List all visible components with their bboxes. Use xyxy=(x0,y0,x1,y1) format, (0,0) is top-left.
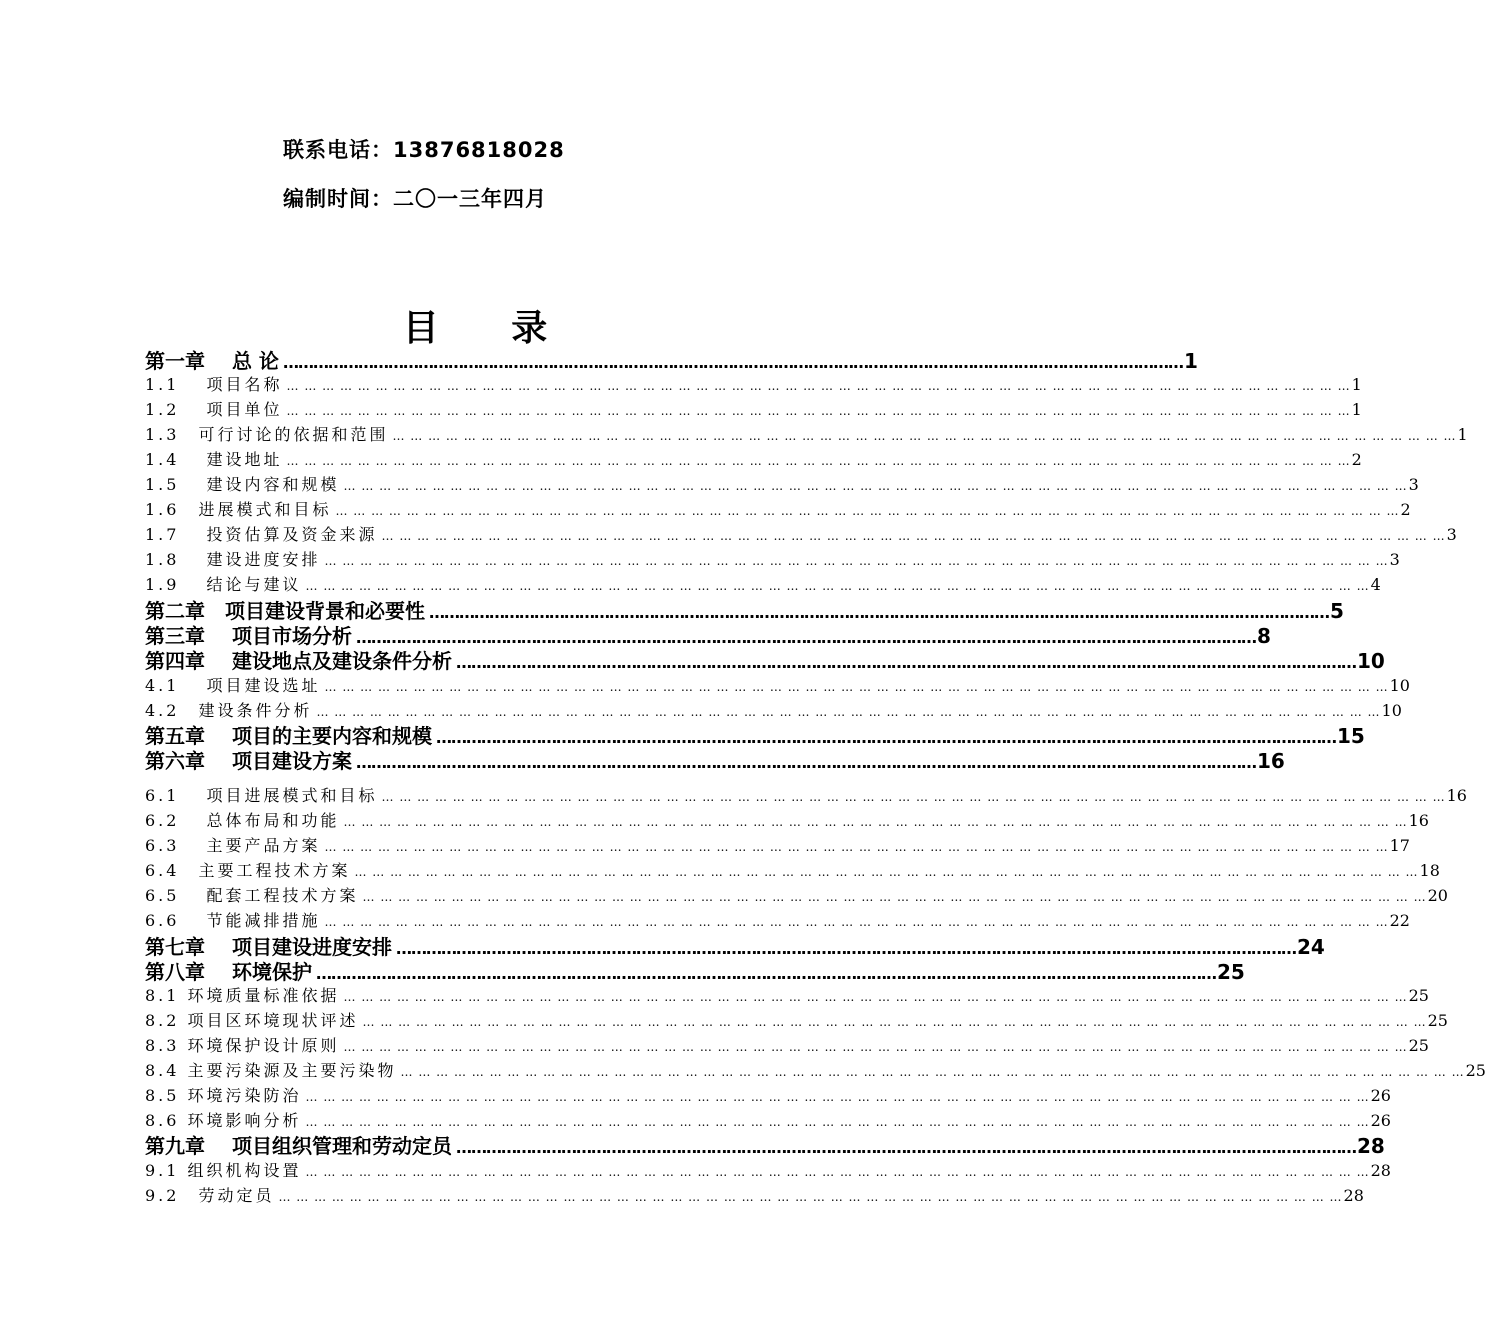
toc-entry-label: 6.2 总体布局和功能 xyxy=(145,811,340,830)
dot-leader: ……………………………………………………………………………………………………………………………………………………………… xyxy=(395,939,1296,958)
toc-chapter-entry[interactable] xyxy=(145,598,1344,624)
toc-page-number: 28 xyxy=(1370,1161,1391,1180)
toc-section-entry[interactable] xyxy=(145,808,1429,833)
toc-page-number: 25 xyxy=(1427,1011,1448,1030)
dot-leader: ……………………………………………………………………………………………………………………………………………………………… xyxy=(435,728,1336,747)
toc-entry-label: 第八章 环境保护 xyxy=(145,960,312,984)
dot-leader: ……………………………………………………………………………………………………………………………………………………………… xyxy=(355,753,1256,772)
toc-section-entry[interactable] xyxy=(145,422,1468,447)
toc-section-entry[interactable] xyxy=(145,983,1429,1008)
toc-page-number: 26 xyxy=(1370,1086,1391,1105)
toc-page-number: 18 xyxy=(1419,861,1440,880)
compile-date: 编制时间：二〇一三年四月 xyxy=(283,187,547,211)
toc-chapter-entry[interactable] xyxy=(145,748,1285,774)
toc-chapter-entry[interactable] xyxy=(145,959,1245,985)
toc-entry-label: 6.5 配套工程技术方案 xyxy=(145,886,359,905)
toc-page-number: 2 xyxy=(1351,450,1362,469)
toc-entry-label: 6.3 主要产品方案 xyxy=(145,836,321,855)
toc-chapter-entry[interactable] xyxy=(145,623,1271,649)
toc-entry-label: 1.5 建设内容和规模 xyxy=(145,475,340,494)
toc-chapter-entry[interactable] xyxy=(145,723,1365,749)
toc-page-number: 10 xyxy=(1381,701,1402,720)
toc-page-number: 1 xyxy=(1351,400,1362,419)
toc-entry-label: 第六章 项目建设方案 xyxy=(145,749,352,773)
toc-section-entry[interactable] xyxy=(145,908,1410,933)
toc-page-number: 5 xyxy=(1330,599,1344,623)
toc-page-number: 3 xyxy=(1389,550,1400,569)
toc-section-entry[interactable] xyxy=(145,547,1400,572)
dot-leader: … … … … … … … … … … … … … … … … … … … … … … … … … … … … … … … … … … … … … … … … … … … … … … … … … … … … … … … … … … … … xyxy=(305,1090,1370,1104)
toc-page-number: 25 xyxy=(1465,1061,1486,1080)
toc-section-entry[interactable] xyxy=(145,572,1381,597)
dot-leader: … … … … … … … … … … … … … … … … … … … … … … … … … … … … … … … … … … … … … … … … … … … … … … … … … … … … … … … … … … … … xyxy=(381,529,1446,543)
toc-entry-label: 6.6 节能减排措施 xyxy=(145,911,321,930)
toc-entry-label: 9.2 劳动定员 xyxy=(145,1186,275,1205)
toc-title: 目 录 xyxy=(402,308,578,349)
dot-leader: … … … … … … … … … … … … … … … … … … … … … … … … … … … … … … … … … … … … … … … … … … … … … … … … … … … … … … … … … … … … xyxy=(343,990,1408,1004)
dot-leader: … … … … … … … … … … … … … … … … … … … … … … … … … … … … … … … … … … … … … … … … … … … … … … … … … … … … … … … … … … … … xyxy=(286,404,1351,418)
toc-page-number: 16 xyxy=(1446,786,1467,805)
toc-page-number: 25 xyxy=(1408,986,1429,1005)
toc-section-entry[interactable] xyxy=(145,1083,1391,1108)
toc-page-number: 16 xyxy=(1256,749,1285,773)
toc-page-number: 25 xyxy=(1408,1036,1429,1055)
toc-entry-label: 1.7 投资估算及资金来源 xyxy=(145,525,378,544)
toc-page-number: 16 xyxy=(1408,811,1429,830)
toc-entry-label: 4.1 项目建设选址 xyxy=(145,676,321,695)
toc-section-entry[interactable] xyxy=(145,858,1440,883)
dot-leader: … … … … … … … … … … … … … … … … … … … … … … … … … … … … … … … … … … … … … … … … … … … … … … … … … … … … … … … … … … … … xyxy=(324,915,1389,929)
dot-leader: ……………………………………………………………………………………………………………………………………………………………… xyxy=(455,1138,1356,1157)
dot-leader: … … … … … … … … … … … … … … … … … … … … … … … … … … … … … … … … … … … … … … … … … … … … … … … … … … … … … … … … … … … … xyxy=(343,479,1408,493)
toc-entry-label: 1.4 建设地址 xyxy=(145,450,283,469)
toc-entry-label: 9.1 组织机构设置 xyxy=(145,1161,302,1180)
dot-leader: … … … … … … … … … … … … … … … … … … … … … … … … … … … … … … … … … … … … … … … … … … … … … … … … … … … … … … … … … … … … xyxy=(286,454,1351,468)
toc-entry-label: 6.4 主要工程技术方案 xyxy=(145,861,351,880)
dot-leader: … … … … … … … … … … … … … … … … … … … … … … … … … … … … … … … … … … … … … … … … … … … … … … … … … … … … … … … … … … … … xyxy=(278,1190,1343,1204)
toc-section-entry[interactable] xyxy=(145,883,1448,908)
toc-page-number: 22 xyxy=(1389,911,1410,930)
toc-page-number: 26 xyxy=(1370,1111,1391,1130)
toc-page-number: 3 xyxy=(1446,525,1457,544)
dot-leader: ……………………………………………………………………………………………………………………………………………………………… xyxy=(429,603,1329,622)
toc-chapter-entry[interactable] xyxy=(145,348,1198,374)
toc-section-entry[interactable] xyxy=(145,698,1402,723)
toc-entry-label: 8.2 项目区环境现状评述 xyxy=(145,1011,359,1030)
dot-leader: ……………………………………………………………………………………………………………………………………………………………… xyxy=(315,964,1216,983)
toc-page-number: 24 xyxy=(1296,935,1325,959)
dot-leader: … … … … … … … … … … … … … … … … … … … … … … … … … … … … … … … … … … … … … … … … … … … … … … … … … … … … … … … … … … … … xyxy=(305,579,1370,593)
toc-page-number: 10 xyxy=(1356,649,1385,673)
toc-entry-label: 1.1 项目名称 xyxy=(145,375,283,394)
toc-section-entry[interactable] xyxy=(145,783,1467,808)
toc-entry-label: 8.4 主要污染源及主要污染物 xyxy=(145,1061,397,1080)
toc-entry-label: 第二章 项目建设背景和必要性 xyxy=(145,599,425,623)
toc-section-entry[interactable] xyxy=(145,1183,1364,1208)
toc-entry-label: 第五章 项目的主要内容和规模 xyxy=(145,724,432,748)
toc-entry-label: 1.9 结论与建议 xyxy=(145,575,302,594)
toc-section-entry[interactable] xyxy=(145,673,1410,698)
toc-page-number: 1 xyxy=(1183,349,1198,373)
toc-section-entry[interactable] xyxy=(145,1108,1391,1133)
dot-leader: … … … … … … … … … … … … … … … … … … … … … … … … … … … … … … … … … … … … … … … … … … … … … … … … … … … … … … … … … … … … xyxy=(392,429,1457,443)
toc-entry-label: 8.5 环境污染防治 xyxy=(145,1086,302,1105)
toc-entry-label: 8.6 环境影响分析 xyxy=(145,1111,302,1130)
dot-leader: … … … … … … … … … … … … … … … … … … … … … … … … … … … … … … … … … … … … … … … … … … … … … … … … … … … … … … … … … … … … xyxy=(381,790,1446,804)
dot-leader: … … … … … … … … … … … … … … … … … … … … … … … … … … … … … … … … … … … … … … … … … … … … … … … … … … … … … … … … … … … … xyxy=(354,865,1419,879)
toc-page-number: 10 xyxy=(1389,676,1410,695)
dot-leader: … … … … … … … … … … … … … … … … … … … … … … … … … … … … … … … … … … … … … … … … … … … … … … … … … … … … … … … … … … … … xyxy=(343,1040,1408,1054)
toc-page-number: 17 xyxy=(1389,836,1410,855)
toc-section-entry[interactable] xyxy=(145,522,1457,547)
dot-leader: … … … … … … … … … … … … … … … … … … … … … … … … … … … … … … … … … … … … … … … … … … … … … … … … … … … … … … … … … … … … xyxy=(324,680,1389,694)
toc-section-entry[interactable] xyxy=(145,1058,1486,1083)
toc-entry-label: 8.3 环境保护设计原则 xyxy=(145,1036,340,1055)
toc-entry-label: 4.2 建设条件分析 xyxy=(145,701,313,720)
toc-page-number: 2 xyxy=(1400,500,1411,519)
toc-section-entry[interactable] xyxy=(145,447,1362,472)
toc-page-number: 25 xyxy=(1216,960,1245,984)
toc-chapter-entry[interactable] xyxy=(145,648,1385,674)
toc-entry-label: 1.8 建设进度安排 xyxy=(145,550,321,569)
toc-section-entry[interactable] xyxy=(145,472,1419,497)
toc-page-number: 8 xyxy=(1256,624,1271,648)
toc-entry-label: 第七章 项目建设进度安排 xyxy=(145,935,392,959)
toc-section-entry[interactable] xyxy=(145,497,1411,522)
toc-section-entry[interactable] xyxy=(145,833,1410,858)
dot-leader: ……………………………………………………………………………………………………………………………………………………………… xyxy=(355,628,1256,647)
toc-entry-label: 第三章 项目市场分析 xyxy=(145,624,352,648)
toc-page-number: 15 xyxy=(1336,724,1365,748)
toc-page-number: 1 xyxy=(1457,425,1468,444)
toc-page-number: 28 xyxy=(1343,1186,1364,1205)
contact-phone: 联系电话：13876818028 xyxy=(283,138,565,162)
toc-section-entry[interactable] xyxy=(145,372,1362,397)
toc-chapter-entry[interactable] xyxy=(145,1133,1385,1159)
dot-leader: ……………………………………………………………………………………………………………………………………………………………… xyxy=(282,353,1183,372)
toc-entry-label: 1.6 进展模式和目标 xyxy=(145,500,332,519)
dot-leader: … … … … … … … … … … … … … … … … … … … … … … … … … … … … … … … … … … … … … … … … … … … … … … … … … … … … … … … … … … … … xyxy=(400,1065,1465,1079)
dot-leader: … … … … … … … … … … … … … … … … … … … … … … … … … … … … … … … … … … … … … … … … … … … … … … … … … … … … … … … … … … … … xyxy=(286,379,1351,393)
toc-entry-label: 8.1 环境质量标准依据 xyxy=(145,986,340,1005)
toc-chapter-entry[interactable] xyxy=(145,934,1325,960)
toc-section-entry[interactable] xyxy=(145,397,1362,422)
dot-leader: … … … … … … … … … … … … … … … … … … … … … … … … … … … … … … … … … … … … … … … … … … … … … … … … … … … … … … … … … … … … xyxy=(316,705,1381,719)
toc-page-number: 3 xyxy=(1408,475,1419,494)
toc-entry-label: 第九章 项目组织管理和劳动定员 xyxy=(145,1134,452,1158)
dot-leader: … … … … … … … … … … … … … … … … … … … … … … … … … … … … … … … … … … … … … … … … … … … … … … … … … … … … … … … … … … … … xyxy=(324,840,1389,854)
dot-leader: … … … … … … … … … … … … … … … … … … … … … … … … … … … … … … … … … … … … … … … … … … … … … … … … … … … … … … … … … … … … xyxy=(324,554,1389,568)
toc-entry-label: 第一章 总 论 xyxy=(145,349,279,373)
toc-section-entry[interactable] xyxy=(145,1008,1448,1033)
dot-leader: ……………………………………………………………………………………………………………………………………………………………… xyxy=(455,653,1356,672)
dot-leader: … … … … … … … … … … … … … … … … … … … … … … … … … … … … … … … … … … … … … … … … … … … … … … … … … … … … … … … … … … … … xyxy=(335,504,1400,518)
toc-entry-label: 1.3 可行讨论的依据和范围 xyxy=(145,425,389,444)
dot-leader: … … … … … … … … … … … … … … … … … … … … … … … … … … … … … … … … … … … … … … … … … … … … … … … … … … … … … … … … … … … … xyxy=(362,1015,1427,1029)
dot-leader: … … … … … … … … … … … … … … … … … … … … … … … … … … … … … … … … … … … … … … … … … … … … … … … … … … … … … … … … … … … … xyxy=(305,1165,1370,1179)
toc-section-entry[interactable] xyxy=(145,1033,1429,1058)
toc-page-number: 28 xyxy=(1356,1134,1385,1158)
toc-page-number: 20 xyxy=(1427,886,1448,905)
toc-entry-label: 1.2 项目单位 xyxy=(145,400,283,419)
toc-entry-label: 6.1 项目进展模式和目标 xyxy=(145,786,378,805)
dot-leader: … … … … … … … … … … … … … … … … … … … … … … … … … … … … … … … … … … … … … … … … … … … … … … … … … … … … … … … … … … … … xyxy=(362,890,1427,904)
toc-section-entry[interactable] xyxy=(145,1158,1391,1183)
toc-entry-label: 第四章 建设地点及建设条件分析 xyxy=(145,649,452,673)
toc-page-number: 4 xyxy=(1370,575,1381,594)
dot-leader: … … … … … … … … … … … … … … … … … … … … … … … … … … … … … … … … … … … … … … … … … … … … … … … … … … … … … … … … … … … … xyxy=(305,1115,1370,1129)
toc-page-number: 1 xyxy=(1351,375,1362,394)
dot-leader: … … … … … … … … … … … … … … … … … … … … … … … … … … … … … … … … … … … … … … … … … … … … … … … … … … … … … … … … … … … … xyxy=(343,815,1408,829)
